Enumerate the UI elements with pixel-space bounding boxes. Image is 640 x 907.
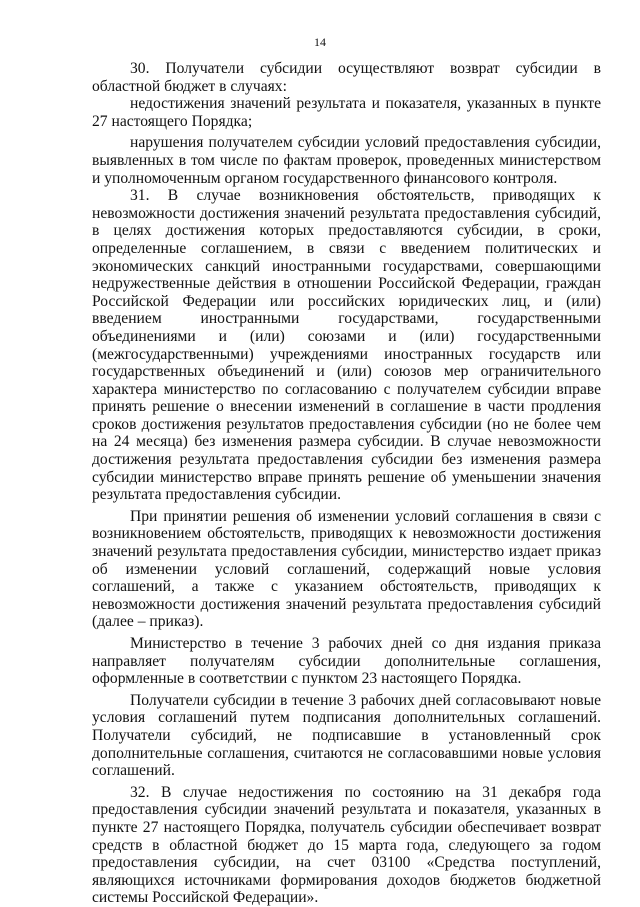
paragraph-30-intro: 30. Получатели субсидии осуществляют возврат субсидии в областной бюджет в случаях: <box>92 60 601 95</box>
paragraph-30-case-1: недостижения значений результата и показателя, указанных в пункте 27 настоящего Порядка; <box>92 95 601 130</box>
paragraph-31-recipients: Получатели субсидии в течение 3 рабочих дней согласовывают новые условия соглашений путем подписания дополнительных соглашений. Получатели субсидий, не подписавшие в установленный срок дополнительные соглашения, считаются не согласовавшими новые условия соглашений. <box>92 691 601 780</box>
paragraph-31-decision: При принятии решения об изменении условий соглашения в связи с возникновением обстоятельств, приводящих к невозможности достижения значений результата предоставления субсидии, министерство издает приказ об изменении условий соглашений, содержащий новые условия соглашений, а также с указанием обстоятельств, приводящих к невозможности достижения значений результата предоставления субсидий (далее – приказ). <box>92 507 601 631</box>
document-body <box>92 60 601 907</box>
paragraph-31: 31. В случае возникновения обстоятельств, приводящих к невозможности достижения значений результата предоставления субсидий, в целях достижения которых предоставляются субсидии, в сроки, определенные соглашением, в связи с введением политических и экономических санкций иностранными государствами, совершающими недружественные действия в отношении Российской Федерации, граждан Российской Федерации или российских юридических лиц, и (или) введением иностранными государствами, государственными объединениями и (или) союзами и (или) государственными (межгосударственными) учреждениями иностранных государств или государственных объединений и (или) союзов мер ограничительного характера министерство по согласованию с получателем субсидии вправе принять решение о внесении изменений в соглашение в части продления сроков достижения результатов предоставления субсидии (но не более чем на 24 месяца) без изменения размера субсидии. В случае невозможности достижения результата предоставления субсидии без изменения размера субсидии министерство вправе принять решение об уменьшении значения результата предоставления субсидии. <box>92 187 601 504</box>
page-number: 14 <box>314 35 326 49</box>
paragraph-32: 32. В случае недостижения по состоянию на 31 декабря года предоставления субсидии значений результата и показателя, указанных в пункте 27 настоящего Порядка, получатель субсидии обеспечивает возврат средств в областной бюджет до 15 марта года, следующего за годом предоставления субсидии, на счет 03100 «Средства поступлений, являющихся источниками формирования доходов бюджетов бюджетной системы Российской Федерации». <box>92 783 601 907</box>
paragraph-31-ministry: Министерство в течение 3 рабочих дней со дня издания приказа направляет получателям субсидии дополнительные соглашения, оформленные в соответствии с пунктом 23 настоящего Порядка. <box>92 635 601 688</box>
paragraph-30-case-2: нарушения получателем субсидии условий предоставления субсидии, выявленных в том числе по фактам проверок, проведенных министерством и уполномоченным органом государственного финансового контроля. <box>92 134 601 187</box>
